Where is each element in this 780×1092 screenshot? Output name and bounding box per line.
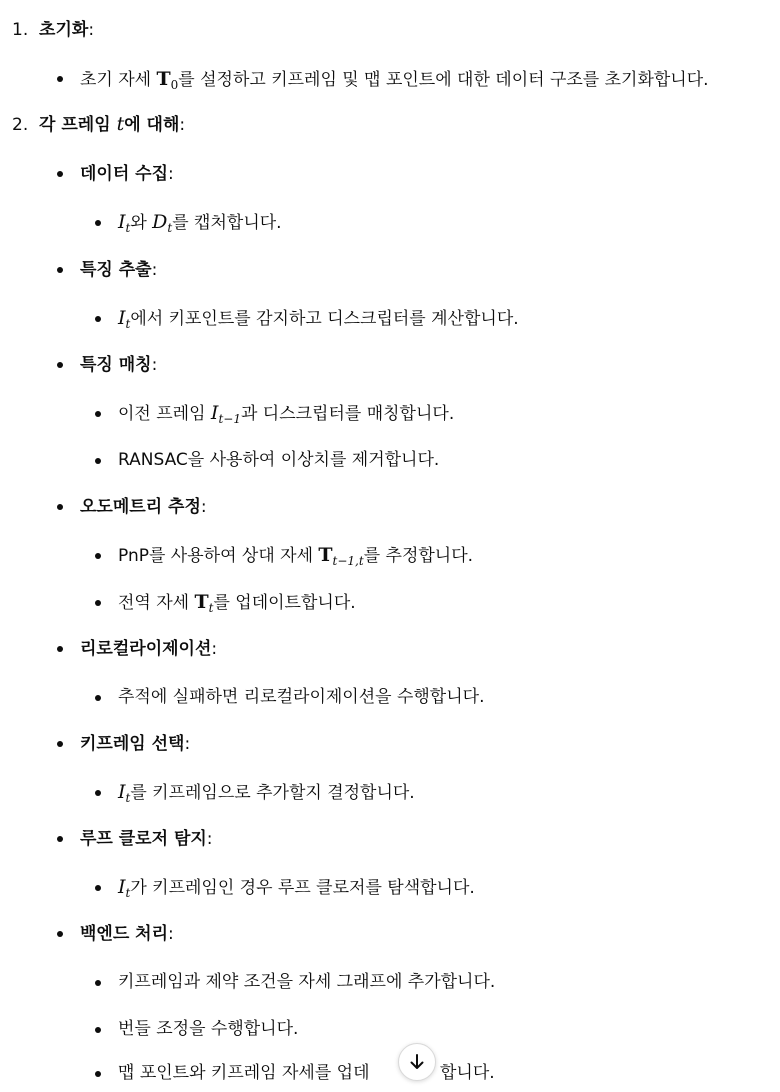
section-title: 리로컬라이제이션: xyxy=(80,639,218,659)
bullet xyxy=(57,76,63,82)
bullet xyxy=(95,316,101,322)
arrow-down-icon xyxy=(408,1053,426,1071)
section-title: 데이터 수집: xyxy=(80,164,174,184)
step-title: 각 프레임 t에 대해 xyxy=(39,113,180,135)
section-title: 오도메트리 추정: xyxy=(80,497,207,517)
section-item: PnP를 사용하여 상대 자세 $T_{t-1,t}$를 추정합니다. xyxy=(118,544,474,568)
bullet xyxy=(57,171,63,177)
step-title: 초기화 xyxy=(39,20,89,40)
bullet xyxy=(57,931,63,937)
step-number: 1. xyxy=(12,20,29,40)
bullet xyxy=(95,553,101,559)
bullet xyxy=(95,1027,101,1033)
bullet xyxy=(57,836,63,842)
section-item: $I_t$가 키프레임인 경우 루프 클로저를 탐색합니다. xyxy=(118,876,475,900)
section-item: 키프레임과 제약 조건을 자세 그래프에 추가합니다. xyxy=(118,972,496,992)
bullet xyxy=(95,1071,101,1077)
section-title: 키프레임 선택: xyxy=(80,734,191,754)
bullet xyxy=(95,980,101,986)
section-item: 추적에 실패하면 리로컬라이제이션을 수행합니다. xyxy=(118,687,485,707)
section-title: 루프 클로저 탐지: xyxy=(80,829,213,849)
bullet xyxy=(57,646,63,652)
step-number: 2. xyxy=(12,115,29,135)
section-item: $I_t$를 키프레임으로 추가할지 결정합니다. xyxy=(118,781,415,805)
step-1-text: 초기 자세 $T_0$를 설정하고 키프레임 및 맵 포인트에 대한 데이터 구조를 초기화합니다. xyxy=(80,68,709,92)
bullet xyxy=(57,267,63,273)
step-2-heading: 2. 각 프레임 t에 대해: xyxy=(12,113,186,135)
scroll-to-bottom-button[interactable] xyxy=(398,1043,436,1081)
section-item-partial-end: 합니다. xyxy=(440,1063,495,1083)
section-item-partial: 맵 포인트와 키프레임 자세를 업데 xyxy=(118,1063,370,1083)
section-item: 번들 조정을 수행합니다. xyxy=(118,1019,299,1039)
bullet xyxy=(57,362,63,368)
bullet xyxy=(95,458,101,464)
section-item: $I_t$와 $D_t$를 캡처합니다. xyxy=(118,211,282,235)
step-1-heading: 1. 초기화: xyxy=(12,20,95,40)
section-title: 특징 추출: xyxy=(80,260,158,280)
section-item: 이전 프레임 $I_{t-1}$과 디스크립터를 매칭합니다. xyxy=(118,402,455,426)
bullet xyxy=(95,885,101,891)
math-T0: $T_0$ xyxy=(156,68,179,92)
bullet xyxy=(95,220,101,226)
section-item: $I_t$에서 키포인트를 감지하고 디스크립터를 계산합니다. xyxy=(118,307,519,331)
bullet xyxy=(95,600,101,606)
bullet xyxy=(57,741,63,747)
section-title: 특징 매칭: xyxy=(80,355,158,375)
bullet xyxy=(57,504,63,510)
section-item: 전역 자세 $T_t$를 업데이트합니다. xyxy=(118,591,356,615)
bullet xyxy=(95,695,101,701)
bullet xyxy=(95,790,101,796)
section-title: 백엔드 처리: xyxy=(80,924,174,944)
bullet xyxy=(95,411,101,417)
section-item: RANSAC을 사용하여 이상치를 제거합니다. xyxy=(118,450,440,470)
